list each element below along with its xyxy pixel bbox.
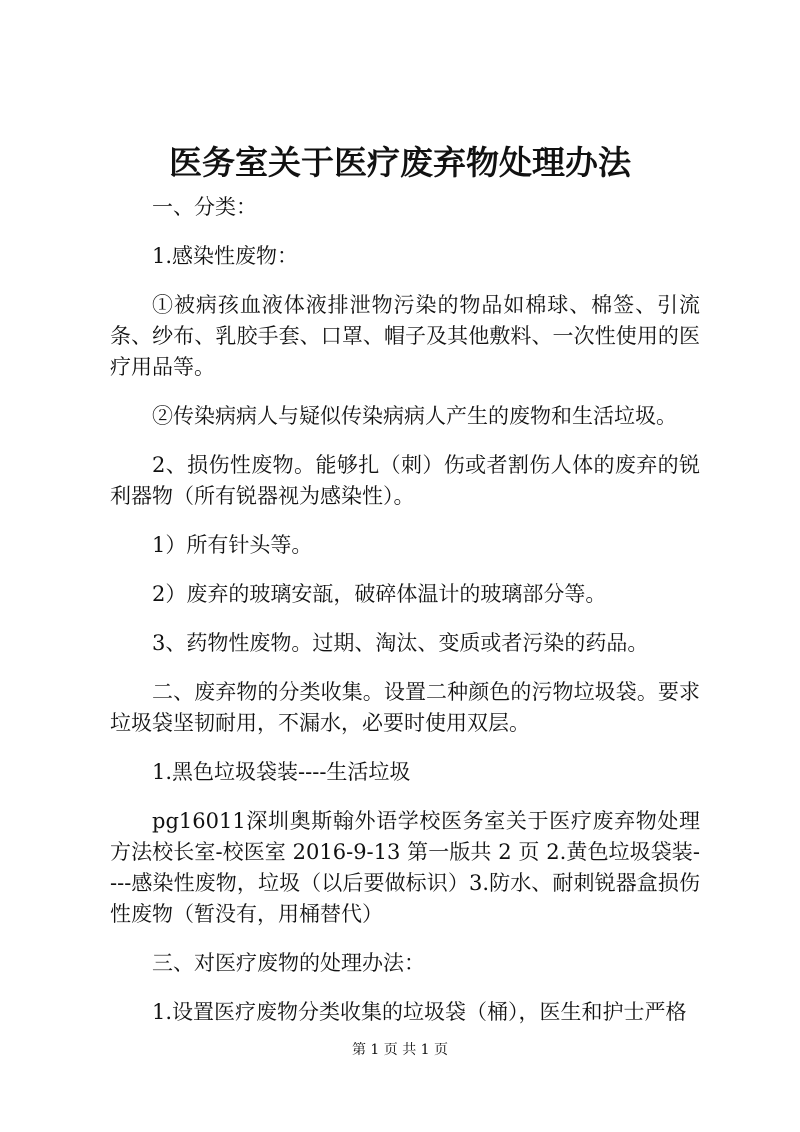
paragraph-document-info: pg16011深圳奥斯翰外语学校医务室关于医疗废弃物处理方法校长室-校医室 2016-9-13 第一版共 2 页 2.黄色垃圾袋装----感染性废物，垃圾（以后要做标识）3.防水、耐刺锐器盒损伤性废物（暂没有，用桶替代） <box>110 809 700 926</box>
list-item-glass: 2）废弃的玻璃安瓿，破碎体温计的玻璃部分等。 <box>152 582 607 606</box>
document-title: 医务室关于医疗废弃物处理办法 <box>169 143 631 182</box>
document-body <box>110 192 700 1046</box>
subheading-infectious-waste: 1.感染性废物： <box>152 244 299 268</box>
page-footer: 第 1 页 共 1 页 <box>351 1042 449 1058</box>
list-item-black-bag: 1.黑色垃圾袋装----生活垃圾 <box>152 760 411 784</box>
paragraph-pharmaceutical-waste: 3、药物性废物。过期、淘汰、变质或者污染的药品。 <box>152 631 649 655</box>
section-heading-collection: 二、废弃物的分类收集。设置二种颜色的污物垃圾袋。要求垃圾袋坚韧耐用，不漏水，必要时使用双层。 <box>110 680 700 735</box>
paragraph-infectious-items: ①被病孩血液体液排泄物污染的物品如棉球、棉签、引流条、纱布、乳胶手套、口罩、帽子及其他敷料、一次性使用的医疗用品等。 <box>110 293 700 379</box>
list-item-bins: 1.设置医疗废物分类收集的垃圾袋（桶），医生和护士严格 <box>152 1000 687 1024</box>
paragraph-sharps-waste: 2、损伤性废物。能够扎（刺）伤或者割伤人体的废弃的锐利器物（所有锐器视为感染性）。 <box>110 453 700 508</box>
section-heading-handling: 三、对医疗废物的处理办法： <box>152 951 425 975</box>
list-item-needles: 1）所有针头等。 <box>152 533 313 557</box>
section-heading-classification: 一、分类： <box>152 195 257 219</box>
paragraph-infectious-patients: ②传染病病人与疑似传染病病人产生的废物和生活垃圾。 <box>152 404 677 428</box>
